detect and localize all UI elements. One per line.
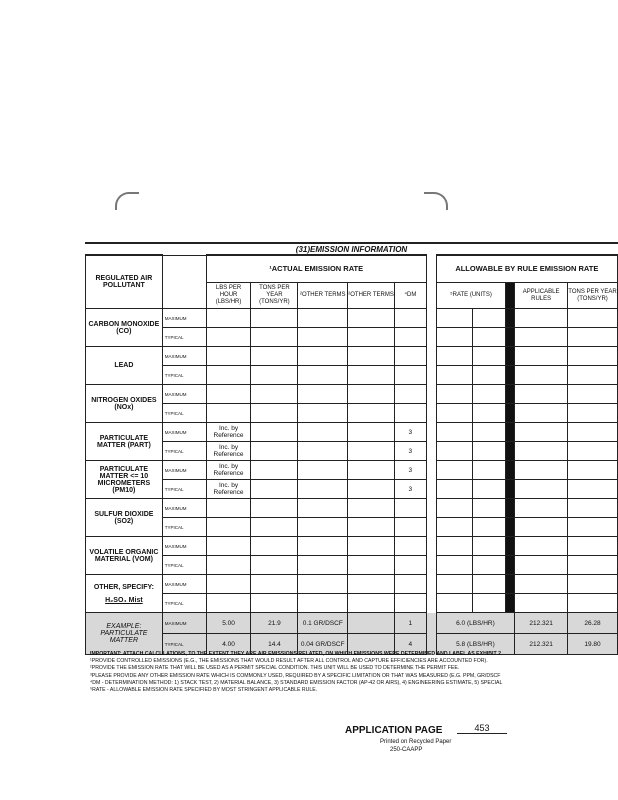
allowable-rate[interactable] <box>436 366 473 385</box>
applicable-rules[interactable] <box>515 575 568 594</box>
value-tons[interactable] <box>251 423 298 442</box>
actual-rate-header: ¹ACTUAL EMISSION RATE <box>206 255 426 283</box>
level-label-typ: TYPICAL <box>162 480 206 499</box>
allowable-units[interactable] <box>473 537 506 556</box>
footnotes <box>90 651 618 694</box>
allowable-rate[interactable] <box>436 499 473 518</box>
allowable-tpy[interactable] <box>568 423 618 442</box>
allowable-tpy[interactable] <box>568 366 618 385</box>
tons-per-year-header: TONS PER YEAR (TONS/YR) <box>251 283 298 309</box>
allowable-rate[interactable] <box>436 461 473 480</box>
value-o2[interactable] <box>348 404 395 423</box>
redaction-bar <box>506 283 515 309</box>
value-dm: 4 <box>394 634 426 655</box>
redaction-bar <box>506 480 515 499</box>
value-tons[interactable] <box>251 404 298 423</box>
value-tons[interactable] <box>251 366 298 385</box>
hole-punch-mark-left <box>115 192 139 210</box>
value-tons[interactable] <box>251 480 298 499</box>
value-o2[interactable] <box>348 423 395 442</box>
value-dm[interactable] <box>394 537 426 556</box>
value-lbs[interactable] <box>206 575 251 594</box>
rate-units-header: ⁵RATE (UNITS) <box>436 283 506 309</box>
value-lbs[interactable] <box>206 556 251 575</box>
pollutant-name <box>86 461 163 499</box>
value-dm[interactable] <box>394 328 426 347</box>
footnote-1: ¹PROVIDE CONTROLLED EMISSIONS (E.G., THE EMISSIONS THAT WOULD RESULT AFTER ALL CONTROL AND CAPTURE EFFICIENCIES ARE ACCOUNTED FOR). <box>90 658 488 665</box>
other-pollutant-specified: H₂SO₄ Mist <box>105 596 143 604</box>
allowable-units[interactable] <box>473 575 506 594</box>
footnote-5: ⁵RATE - ALLOWABLE EMISSION RATE SPECIFIED BY MOST STRINGENT APPLICABLE RULE. <box>90 687 318 694</box>
value-tons[interactable] <box>251 594 298 613</box>
allowable-units[interactable] <box>473 594 506 613</box>
emission-table <box>85 254 618 655</box>
pollutant-label: EXAMPLE: PARTICULATE MATTER <box>100 623 148 644</box>
pollutant-name <box>86 499 163 537</box>
allowable-tpy[interactable] <box>568 575 618 594</box>
value-dm[interactable] <box>394 518 426 537</box>
applicable-rules[interactable] <box>515 347 568 366</box>
value-o1[interactable] <box>298 537 348 556</box>
allowable-rate: 5.8 (LBS/HR) <box>436 634 515 655</box>
level-label-typ: TYPICAL <box>162 556 206 575</box>
column-gap <box>426 309 436 328</box>
value-o1[interactable] <box>298 309 348 328</box>
column-gap <box>426 499 436 518</box>
pollutant-label: SULFUR DIOXIDE (SO2) <box>94 510 154 525</box>
column-gap <box>426 366 436 385</box>
value-o2[interactable] <box>348 518 395 537</box>
redaction-bar <box>506 461 515 480</box>
pollutant-label: OTHER, SPECIFY: <box>93 583 154 591</box>
application-page-label: APPLICATION PAGE <box>345 725 443 736</box>
value-tons: 21.9 <box>251 613 298 634</box>
value-dm[interactable]: 3 <box>394 480 426 499</box>
value-lbs[interactable]: Inc. by Reference <box>206 423 251 442</box>
applicable-rules[interactable] <box>515 556 568 575</box>
allowable-rate[interactable] <box>436 328 473 347</box>
applicable-rules[interactable] <box>515 385 568 404</box>
allowable-rate[interactable] <box>436 537 473 556</box>
pollutant-name <box>86 575 163 613</box>
value-lbs: 5.00 <box>206 613 251 634</box>
example-pollutant-name <box>86 613 163 655</box>
important-note: IMPORTANT: ATTACH CALCULATIONS, TO THE EXTENT THEY ARE AIR EMISSIONS RELATED, ON WHICH EMISSIONS WERE DETERMINED AND LABEL AS EXHIBIT 2 <box>90 651 501 657</box>
pollutant-name <box>86 423 163 461</box>
value-o2[interactable] <box>348 347 395 366</box>
applicable-rules[interactable] <box>515 328 568 347</box>
value-tons[interactable] <box>251 347 298 366</box>
level-label-max: MAXIMUM <box>162 613 206 634</box>
column-gap <box>426 442 436 461</box>
value-dm[interactable]: 3 <box>394 423 426 442</box>
value-o1[interactable] <box>298 347 348 366</box>
applicable-rules[interactable] <box>515 442 568 461</box>
allowable-tpy[interactable] <box>568 404 618 423</box>
column-gap <box>426 480 436 499</box>
value-tons[interactable] <box>251 537 298 556</box>
allowable-units[interactable] <box>473 366 506 385</box>
redaction-bar <box>506 499 515 518</box>
value-dm[interactable]: 3 <box>394 442 426 461</box>
column-gap <box>426 404 436 423</box>
column-gap <box>426 613 436 634</box>
level-label-max: MAXIMUM <box>162 347 206 366</box>
level-label-typ: TYPICAL <box>162 366 206 385</box>
value-dm[interactable] <box>394 347 426 366</box>
pollutant-name <box>86 347 163 385</box>
redaction-bar <box>506 309 515 328</box>
applicable-rules[interactable] <box>515 366 568 385</box>
value-o2[interactable] <box>348 366 395 385</box>
allowable-rate[interactable] <box>436 385 473 404</box>
value-lbs[interactable] <box>206 385 251 404</box>
value-o1[interactable] <box>298 442 348 461</box>
value-tons: 14.4 <box>251 634 298 655</box>
value-o1: 0.04 GR/DSCF <box>298 634 348 655</box>
value-dm[interactable] <box>394 594 426 613</box>
allowable-units[interactable] <box>473 461 506 480</box>
column-gap <box>426 594 436 613</box>
column-gap <box>426 575 436 594</box>
value-dm[interactable] <box>394 404 426 423</box>
level-label-max: MAXIMUM <box>162 309 206 328</box>
applicable-rules[interactable] <box>515 404 568 423</box>
allowable-units[interactable] <box>473 423 506 442</box>
pollutant-label: PARTICULATE MATTER (PART) <box>96 434 151 449</box>
redaction-bar <box>506 404 515 423</box>
value-o1[interactable] <box>298 518 348 537</box>
value-lbs[interactable] <box>206 404 251 423</box>
level-label-max: MAXIMUM <box>162 537 206 556</box>
level-label-typ: TYPICAL <box>162 328 206 347</box>
allowable-units[interactable] <box>473 385 506 404</box>
applicable-rules: 212.321 <box>515 634 568 655</box>
pollutant-name <box>86 537 163 575</box>
dm-header: ⁴DM <box>394 283 426 309</box>
form-code: 250-CAAPP <box>390 747 423 753</box>
level-label-typ: TYPICAL <box>162 442 206 461</box>
column-gap <box>426 328 436 347</box>
footnote-4: ⁴DM - DETERMINATION METHOD: 1) STACK TEST, 2) MATERIAL BALANCE, 3) STANDARD EMISSION FACTOR (AP-42 OR AIRS), 4) ENGINEERING ESTIMATE, 5) SPECIAL <box>90 679 503 686</box>
value-tons[interactable] <box>251 309 298 328</box>
value-o1[interactable] <box>298 328 348 347</box>
redaction-bar <box>506 575 515 594</box>
value-o2[interactable] <box>348 461 395 480</box>
redaction-bar <box>506 366 515 385</box>
value-lbs[interactable] <box>206 499 251 518</box>
value-lbs[interactable]: Inc. by Reference <box>206 480 251 499</box>
redaction-bar <box>506 423 515 442</box>
value-o1[interactable] <box>298 404 348 423</box>
pollutant-header: REGULATED AIR POLLUTANT <box>86 255 163 309</box>
level-label-typ: TYPICAL <box>162 404 206 423</box>
footnote-2: ²PROVIDE THE EMISSION RATE THAT WILL BE USED AS A PERMIT SPECIAL CONDITION. THIS UNIT WILL BE USED TO DETERMINE THE PERMIT FEE. <box>90 665 460 672</box>
applicable-rules[interactable] <box>515 518 568 537</box>
value-dm[interactable] <box>394 309 426 328</box>
level-label-max: MAXIMUM <box>162 499 206 518</box>
pollutant-label: PARTICULATE MATTER <= 10 MICROMETERS (PM10) <box>97 465 151 494</box>
allowable-rate[interactable] <box>436 518 473 537</box>
allowable-tpy[interactable] <box>568 556 618 575</box>
value-o1[interactable] <box>298 556 348 575</box>
allowable-tpy[interactable] <box>568 385 618 404</box>
pollutant-label: VOLATILE ORGANIC MATERIAL (VOM) <box>89 548 159 563</box>
value-o1[interactable] <box>298 385 348 404</box>
allowable-tpy[interactable] <box>568 518 618 537</box>
column-gap <box>426 537 436 556</box>
value-o1[interactable] <box>298 366 348 385</box>
allowable-rate[interactable] <box>436 575 473 594</box>
redaction-bar <box>506 328 515 347</box>
allowable-tpy[interactable] <box>568 480 618 499</box>
redaction-bar <box>506 537 515 556</box>
applicable-rules[interactable] <box>515 461 568 480</box>
applicable-rules[interactable] <box>515 309 568 328</box>
level-label-typ: TYPICAL <box>162 594 206 613</box>
allowable-tpy[interactable] <box>568 328 618 347</box>
hole-punch-mark-right <box>424 192 448 210</box>
allowable-tpy: 19.80 <box>568 634 618 655</box>
value-o2 <box>348 613 395 634</box>
allowable-rate: 6.0 (LBS/HR) <box>436 613 515 634</box>
allowable-units[interactable] <box>473 480 506 499</box>
column-gap <box>426 347 436 366</box>
level-label-max: MAXIMUM <box>162 423 206 442</box>
redaction-bar <box>506 518 515 537</box>
value-o2[interactable] <box>348 537 395 556</box>
value-dm: 1 <box>394 613 426 634</box>
pollutant-label: NITROGEN OXIDES (NOx) <box>91 396 157 411</box>
value-o1[interactable] <box>298 499 348 518</box>
applicable-rules[interactable] <box>515 423 568 442</box>
redaction-bar <box>506 594 515 613</box>
pollutant-label: LEAD <box>114 362 134 369</box>
value-dm[interactable] <box>394 366 426 385</box>
level-label-max: MAXIMUM <box>162 575 206 594</box>
redaction-bar <box>506 556 515 575</box>
other-terms-header-2: ²OTHER TERMS <box>348 283 395 309</box>
value-o2[interactable] <box>348 385 395 404</box>
value-lbs[interactable] <box>206 537 251 556</box>
allowable-tpy[interactable] <box>568 499 618 518</box>
level-label-typ: TYPICAL <box>162 518 206 537</box>
column-gap <box>426 423 436 442</box>
allowable-rate[interactable] <box>436 480 473 499</box>
value-o2[interactable] <box>348 480 395 499</box>
allowable-units[interactable] <box>473 309 506 328</box>
allowable-rate-header: ALLOWABLE BY RULE EMISSION RATE <box>436 255 617 283</box>
pollutant-name <box>86 385 163 423</box>
value-o2[interactable] <box>348 594 395 613</box>
value-lbs[interactable]: Inc. by Reference <box>206 461 251 480</box>
allowable-rate[interactable] <box>436 347 473 366</box>
value-lbs[interactable] <box>206 309 251 328</box>
value-o1[interactable] <box>298 575 348 594</box>
footnote-3: ³PLEASE PROVIDE ANY OTHER EMISSION RATE WHICH IS COMMONLY USED, REQUIRED BY A SPECIFIC LIMITATION OR THAT WAS MEASURED (E.G. PPM, GR/DSCF <box>90 672 501 679</box>
allowable-units[interactable] <box>473 518 506 537</box>
allowable-tpy[interactable] <box>568 442 618 461</box>
applicable-rules[interactable] <box>515 480 568 499</box>
value-dm[interactable] <box>394 385 426 404</box>
allowable-units[interactable] <box>473 442 506 461</box>
redaction-bar <box>506 385 515 404</box>
form-title: (31)EMISSION INFORMATION <box>85 242 618 256</box>
applicable-rules[interactable] <box>515 594 568 613</box>
recycled-paper-note: Printed on Recycled Paper <box>380 739 452 745</box>
value-lbs[interactable] <box>206 518 251 537</box>
allowable-rate[interactable] <box>436 309 473 328</box>
value-o1[interactable] <box>298 480 348 499</box>
allowable-tpy[interactable] <box>568 461 618 480</box>
applicable-rules[interactable] <box>515 537 568 556</box>
allowable-rate[interactable] <box>436 594 473 613</box>
value-o1[interactable] <box>298 423 348 442</box>
value-dm[interactable] <box>394 556 426 575</box>
value-dm[interactable]: 3 <box>394 461 426 480</box>
level-label-typ: TYPICAL <box>162 634 206 655</box>
applicable-rules-header: APPLICABLE RULES <box>515 283 568 309</box>
column-gap <box>426 518 436 537</box>
allowable-units[interactable] <box>473 328 506 347</box>
level-label-max: MAXIMUM <box>162 461 206 480</box>
allowable-rate[interactable] <box>436 404 473 423</box>
value-lbs[interactable]: Inc. by Reference <box>206 442 251 461</box>
value-tons[interactable] <box>251 461 298 480</box>
column-gap <box>426 385 436 404</box>
value-tons[interactable] <box>251 499 298 518</box>
column-gap <box>426 461 436 480</box>
value-o1[interactable] <box>298 461 348 480</box>
value-o2[interactable] <box>348 328 395 347</box>
value-dm[interactable] <box>394 575 426 594</box>
allowable-rate[interactable] <box>436 556 473 575</box>
level-label-max: MAXIMUM <box>162 385 206 404</box>
value-lbs[interactable] <box>206 594 251 613</box>
pollutant-name <box>86 309 163 347</box>
value-tons[interactable] <box>251 518 298 537</box>
value-lbs[interactable] <box>206 347 251 366</box>
value-o2[interactable] <box>348 499 395 518</box>
allowable-rate[interactable] <box>436 423 473 442</box>
value-o1[interactable] <box>298 594 348 613</box>
value-lbs[interactable] <box>206 328 251 347</box>
redaction-bar <box>506 347 515 366</box>
value-tons[interactable] <box>251 556 298 575</box>
allowable-tpy: 26.28 <box>568 613 618 634</box>
allowable-units[interactable] <box>473 347 506 366</box>
value-tons[interactable] <box>251 328 298 347</box>
allowable-tpy[interactable] <box>568 309 618 328</box>
value-o1: 0.1 GR/DSCF <box>298 613 348 634</box>
allowable-units[interactable] <box>473 404 506 423</box>
value-dm[interactable] <box>394 499 426 518</box>
allowable-tpy[interactable] <box>568 347 618 366</box>
allowable-tpy[interactable] <box>568 594 618 613</box>
value-tons[interactable] <box>251 442 298 461</box>
value-o2[interactable] <box>348 556 395 575</box>
page-number: 453 <box>457 723 507 734</box>
other-terms-header-1: ²OTHER TERMS <box>298 283 348 309</box>
value-tons[interactable] <box>251 575 298 594</box>
pollutant-label: CARBON MONOXIDE (CO) <box>88 320 160 335</box>
value-o2[interactable] <box>348 442 395 461</box>
value-o2[interactable] <box>348 575 395 594</box>
lbs-per-hour-header: LBS PER HOUR (LBS/HR) <box>206 283 251 309</box>
applicable-rules[interactable] <box>515 499 568 518</box>
applicable-rules: 212.321 <box>515 613 568 634</box>
allowable-rate[interactable] <box>436 442 473 461</box>
redaction-bar <box>506 442 515 461</box>
value-lbs[interactable] <box>206 366 251 385</box>
value-lbs: 4.00 <box>206 634 251 655</box>
tons-per-year-allowable-header: TONS PER YEAR (TONS/YR) <box>568 283 618 309</box>
allowable-units[interactable] <box>473 499 506 518</box>
value-tons[interactable] <box>251 385 298 404</box>
allowable-units[interactable] <box>473 556 506 575</box>
column-gap <box>426 556 436 575</box>
allowable-tpy[interactable] <box>568 537 618 556</box>
value-o2[interactable] <box>348 309 395 328</box>
